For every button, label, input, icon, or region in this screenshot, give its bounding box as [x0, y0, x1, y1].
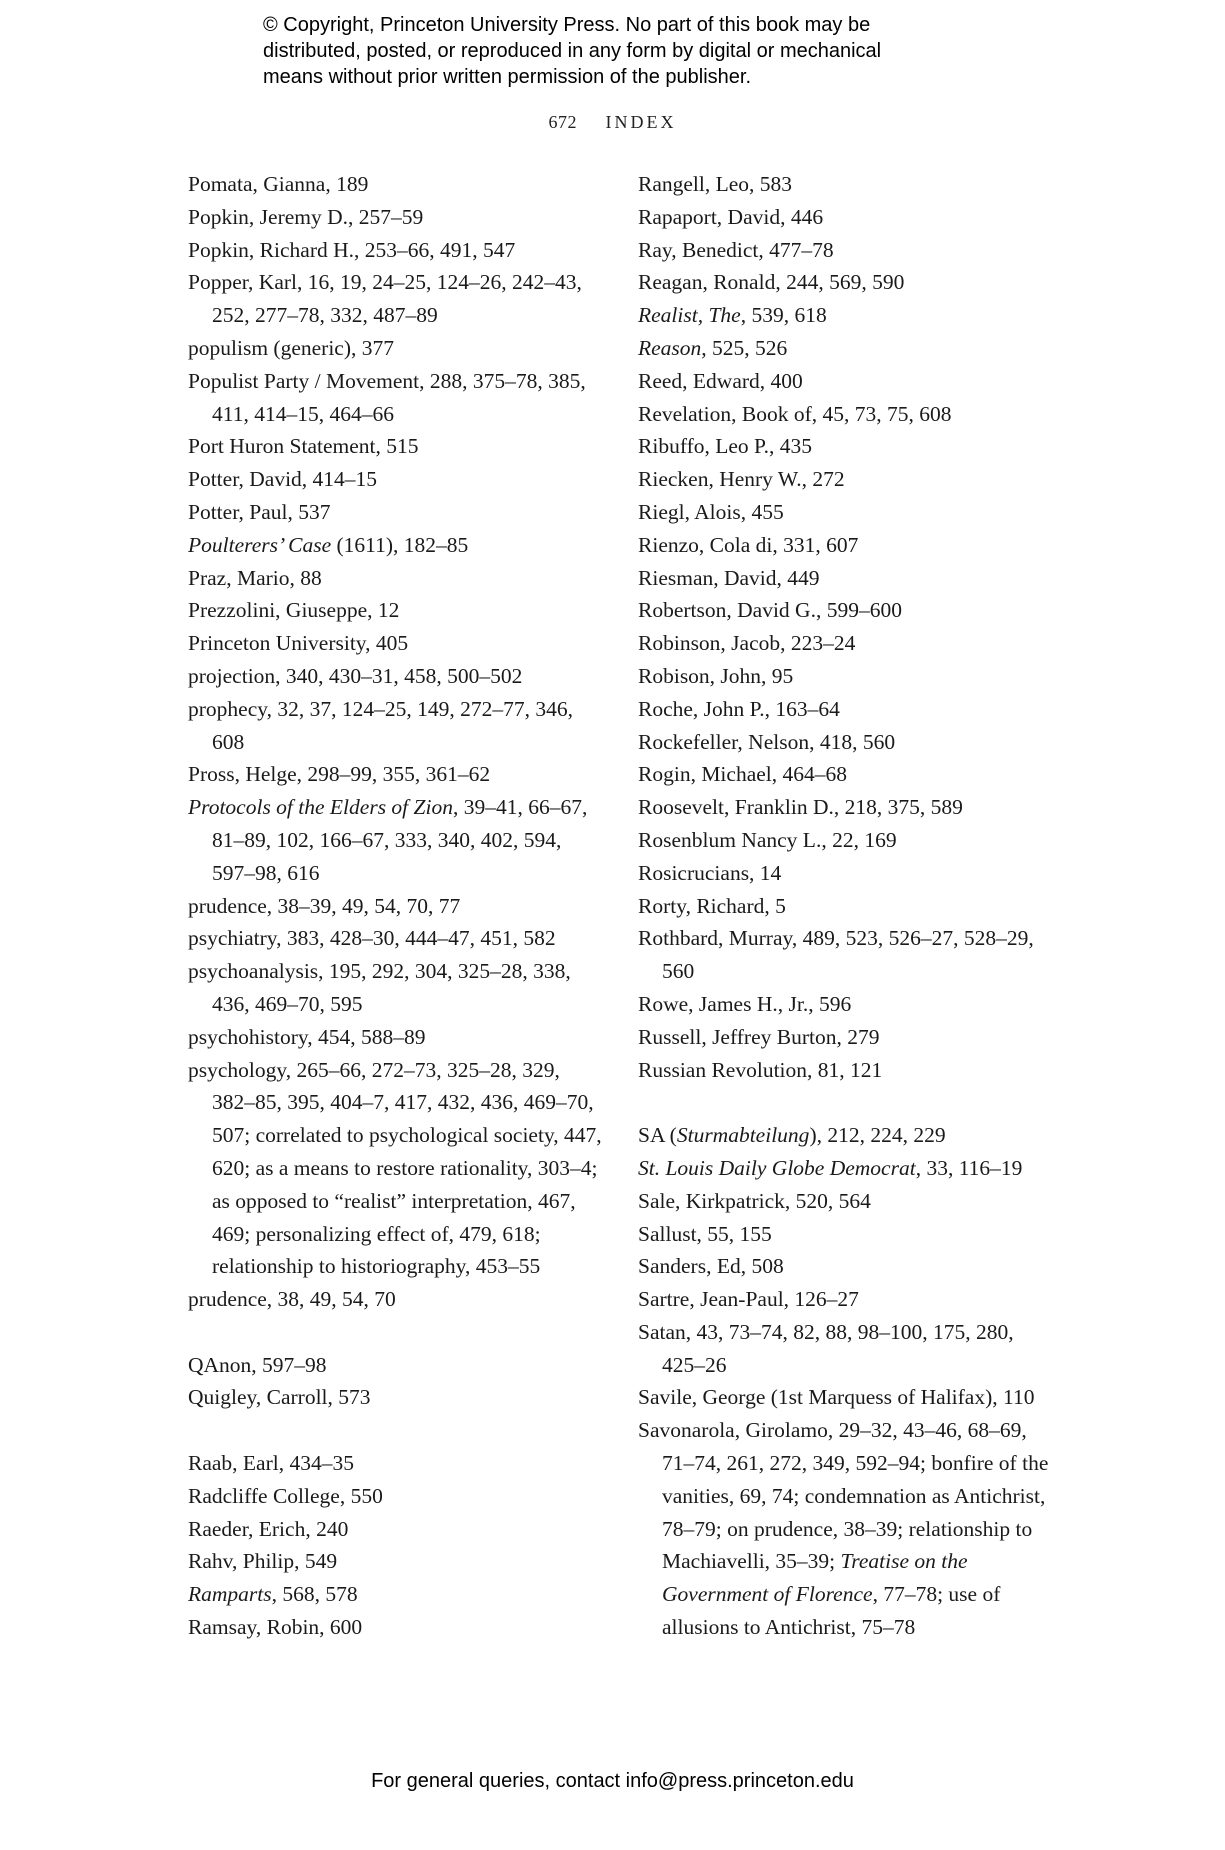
index-entry — [638, 922, 1053, 988]
index-entry-text: Raeder, Erich, 240 — [188, 1516, 349, 1541]
index-entry — [638, 1316, 1053, 1382]
index-entry-italic-text: St. Louis Daily Globe Democrat — [638, 1155, 916, 1180]
index-entry — [188, 365, 603, 431]
index-entry-text: Rosicrucians, 14 — [638, 860, 782, 885]
index-entry-text: Rienzo, Cola di, 331, 607 — [638, 532, 859, 557]
index-entry-text: prudence, 38–39, 49, 54, 70, 77 — [188, 893, 461, 918]
index-entry — [188, 529, 603, 562]
index-entry-text: Riecken, Henry W., 272 — [638, 467, 845, 492]
index-entry-italic-text: Realist, The — [638, 303, 741, 328]
index-entry — [638, 332, 1053, 365]
index-entry — [638, 988, 1053, 1021]
index-entry — [188, 758, 603, 791]
index-entry — [188, 955, 603, 1021]
index-entry-text: (1611), 182–85 — [331, 532, 469, 557]
index-entry-text: prophecy, 32, 37, 124–25, 149, 272–77, 346, 608 — [188, 696, 573, 754]
index-entry-text: , 568, 578 — [271, 1582, 358, 1607]
index-entry-text: SA ( — [638, 1123, 677, 1148]
index-entry-text: Ribuffo, Leo P., 435 — [638, 434, 812, 459]
index-entry-text: Riesman, David, 449 — [638, 565, 820, 590]
index-entry-text: Potter, David, 414–15 — [188, 467, 378, 492]
index-entry-text: Sanders, Ed, 508 — [638, 1254, 784, 1279]
index-entry — [188, 201, 603, 234]
index-entry-text: Rahv, Philip, 549 — [188, 1549, 338, 1574]
index-entry — [188, 266, 603, 332]
index-entry — [188, 1021, 603, 1054]
index-entry-text: Robinson, Jacob, 223–24 — [638, 631, 856, 656]
index-entry — [638, 660, 1053, 693]
index-entry-text: Popkin, Jeremy D., 257–59 — [188, 204, 424, 229]
index-entry-text: Rockefeller, Nelson, 418, 560 — [638, 729, 896, 754]
index-entry-text: psychology, 265–66, 272–73, 325–28, 329, 382–85, 395, 404–7, 417, 432, 436, 469–70, 507; correlated to psychological society, 447, 620; as a means to restore rationality, 303–4; as opposed to “realist” interpretation, 467, 469; personalizing effect of, 479, 618; relationship to historiography, 453–55 — [188, 1057, 602, 1279]
index-entry-text: , 33, 116–19 — [915, 1155, 1023, 1180]
index-entry-text: Potter, Paul, 537 — [188, 499, 331, 524]
index-entry-italic-text: Ramparts — [188, 1582, 272, 1607]
index-entry-text: Raab, Earl, 434–35 — [188, 1451, 354, 1476]
index-entry — [188, 562, 603, 595]
index-entry — [188, 791, 603, 889]
index-entry — [638, 299, 1053, 332]
index-entry — [638, 627, 1053, 660]
index-entry-text: Praz, Mario, 88 — [188, 565, 322, 590]
index-entry — [638, 430, 1053, 463]
index-entry — [188, 693, 603, 759]
index-entry-text: Rosenblum Nancy L., 22, 169 — [638, 827, 897, 852]
index-column-right — [638, 168, 1053, 1644]
copyright-line: distributed, posted, or reproduced in any form by digital or mechanical — [263, 40, 882, 62]
index-entry-text: Port Huron Statement, 515 — [188, 434, 419, 459]
index-entry — [638, 234, 1053, 267]
index-entry-text: Rogin, Michael, 464–68 — [638, 762, 848, 787]
index-entry-text: Revelation, Book of, 45, 73, 75, 608 — [638, 401, 952, 426]
index-entry-text: Sallust, 55, 155 — [638, 1221, 772, 1246]
index-entry — [638, 758, 1053, 791]
index-entry-text: Robertson, David G., 599–600 — [638, 598, 902, 623]
index-entry — [638, 1218, 1053, 1251]
index-entry-text: Savile, George (1st Marquess of Halifax), 110 — [638, 1385, 1035, 1410]
index-entry — [188, 1381, 603, 1414]
index-entry — [188, 1283, 603, 1316]
index-entry-text: Rorty, Richard, 5 — [638, 893, 786, 918]
index-entry-text: projection, 340, 430–31, 458, 500–502 — [188, 663, 523, 688]
index-entry-text: populism (generic), 377 — [188, 335, 394, 360]
index-entry-italic-text: Poulterers’ Case — [188, 532, 332, 557]
index-entry-text: Rangell, Leo, 583 — [638, 172, 793, 196]
index-entry — [188, 1349, 603, 1382]
index-entry-text: Princeton University, 405 — [188, 631, 409, 656]
index-entry-text: Sartre, Jean-Paul, 126–27 — [638, 1287, 859, 1312]
index-entry-text: Radcliffe College, 550 — [188, 1483, 383, 1508]
index-entry — [638, 1381, 1053, 1414]
index-entry-text: prudence, 38, 49, 54, 70 — [188, 1287, 396, 1312]
copyright-line: © Copyright, Princeton University Press. No part of this book may be — [263, 14, 871, 36]
index-entry — [188, 430, 603, 463]
index-entry — [638, 529, 1053, 562]
index-entry-text: ), 212, 224, 229 — [809, 1123, 946, 1148]
index-entry — [638, 463, 1053, 496]
index-entry — [638, 824, 1053, 857]
index-entry — [188, 594, 603, 627]
running-title: INDEX — [605, 112, 677, 132]
index-entry — [638, 594, 1053, 627]
index-entry — [638, 1250, 1053, 1283]
index-entry — [638, 693, 1053, 726]
index-entry — [188, 1545, 603, 1578]
copyright-notice — [263, 12, 1023, 90]
index-entry — [188, 1480, 603, 1513]
index-entry — [638, 726, 1053, 759]
index-entry-italic-text: Treatise on the Government of Florence — [662, 1549, 968, 1607]
index-entry — [638, 496, 1053, 529]
index-entry — [638, 1185, 1053, 1218]
index-entry — [188, 660, 603, 693]
index-entry-text: Quigley, Carroll, 573 — [188, 1385, 371, 1410]
running-head — [0, 112, 1225, 133]
index-entry — [188, 1513, 603, 1546]
index-entry-italic-text: Sturmabteilung — [676, 1123, 810, 1148]
index-entry-text: Rapaport, David, 446 — [638, 204, 824, 229]
index-entry-text: Pross, Helge, 298–99, 355, 361–62 — [188, 762, 491, 787]
index-entry — [188, 922, 603, 955]
index-entry-text: , 525, 526 — [701, 335, 788, 360]
index-entry-text: Populist Party / Movement, 288, 375–78, 385, 411, 414–15, 464–66 — [188, 368, 586, 426]
index-entry — [638, 857, 1053, 890]
index-entry-text: psychohistory, 454, 588–89 — [188, 1024, 426, 1049]
index-entry — [188, 463, 603, 496]
index-entry — [638, 1152, 1053, 1185]
copyright-line: means without prior written permission of the publisher. — [263, 66, 752, 88]
footer-contact: For general queries, contact info@press.princeton.edu — [371, 1770, 854, 1792]
index-entry — [638, 1414, 1053, 1644]
index-entry-text: Rothbard, Murray, 489, 523, 526–27, 528–29, 560 — [638, 926, 1034, 984]
index-entry — [638, 1021, 1053, 1054]
index-entry-text: Russell, Jeffrey Burton, 279 — [638, 1024, 880, 1049]
index-entry-text: , 39–41, 66–67, 81–89, 102, 166–67, 333, 340, 402, 594, 597–98, 616 — [212, 795, 588, 885]
index-entry — [188, 627, 603, 660]
index-entry — [638, 1283, 1053, 1316]
index-entry — [638, 201, 1053, 234]
index-entry — [638, 168, 1053, 201]
index-entry-text: Russian Revolution, 81, 121 — [638, 1057, 883, 1082]
index-entry-text: Reagan, Ronald, 244, 569, 590 — [638, 270, 905, 295]
index-entry-text: Pomata, Gianna, 189 — [188, 172, 369, 196]
index-entry-text: Prezzolini, Giuseppe, 12 — [188, 598, 400, 623]
index-entry — [188, 496, 603, 529]
index-entry — [188, 1578, 603, 1611]
index-entry — [188, 1054, 603, 1284]
index-entry-text: Savonarola, Girolamo, 29–32, 43–46, 68–69, 71–74, 261, 272, 349, 592–94; bonfire of the vanities, 69, 74; condemnation as Antichrist, 78–79; on prudence, 38–39; relationship to Machiavelli, 35–39; — [638, 1418, 1049, 1574]
index-entry-text: Popper, Karl, 16, 19, 24–25, 124–26, 242–43, 252, 277–78, 332, 487–89 — [188, 270, 582, 328]
index-entry-text: Satan, 43, 73–74, 82, 88, 98–100, 175, 280, 425–26 — [638, 1319, 1014, 1377]
index-entry-text: Robison, John, 95 — [638, 663, 794, 688]
index-entry — [638, 365, 1053, 398]
index-entry-text: Ramsay, Robin, 600 — [188, 1615, 363, 1640]
index-entry-text: Reed, Edward, 400 — [638, 368, 803, 393]
index-entry-text: psychoanalysis, 195, 292, 304, 325–28, 338, 436, 469–70, 595 — [188, 959, 571, 1016]
index-entry-text: Rowe, James H., Jr., 596 — [638, 991, 852, 1016]
page-number: 672 — [548, 112, 577, 132]
index-entry-text: Ray, Benedict, 477–78 — [638, 237, 834, 262]
index-entry — [638, 791, 1053, 824]
index-entry — [638, 1054, 1053, 1087]
index-entry-text: Roche, John P., 163–64 — [638, 696, 840, 721]
index-column-left — [188, 168, 603, 1644]
index-entry-text: Roosevelt, Franklin D., 218, 375, 589 — [638, 795, 963, 820]
index-entry — [638, 1119, 1053, 1152]
index-entry-text: Riegl, Alois, 455 — [638, 499, 784, 524]
index-entry-italic-text: Reason — [638, 335, 702, 360]
index-entry — [188, 890, 603, 923]
index-entry — [188, 168, 603, 201]
index-entry-text: QAnon, 597–98 — [188, 1352, 327, 1377]
index-entry-text: Sale, Kirkpatrick, 520, 564 — [638, 1188, 871, 1213]
index-entry — [188, 1447, 603, 1480]
index-entry — [188, 332, 603, 365]
index-entry — [188, 1611, 603, 1644]
index-entry — [638, 398, 1053, 431]
index-entry — [638, 890, 1053, 923]
index-entry — [638, 562, 1053, 595]
index-entry-italic-text: Protocols of the Elders of Zion — [188, 795, 453, 820]
index-entry-text: Popkin, Richard H., 253–66, 491, 547 — [188, 237, 516, 262]
index-entry-text: psychiatry, 383, 428–30, 444–47, 451, 582 — [188, 926, 556, 951]
index-entry — [638, 266, 1053, 299]
index-entry-text: , 77–78; use of allusions to Antichrist, 75–78 — [662, 1582, 1001, 1640]
index-entry-text: , 539, 618 — [740, 303, 827, 328]
index-entry — [188, 234, 603, 267]
